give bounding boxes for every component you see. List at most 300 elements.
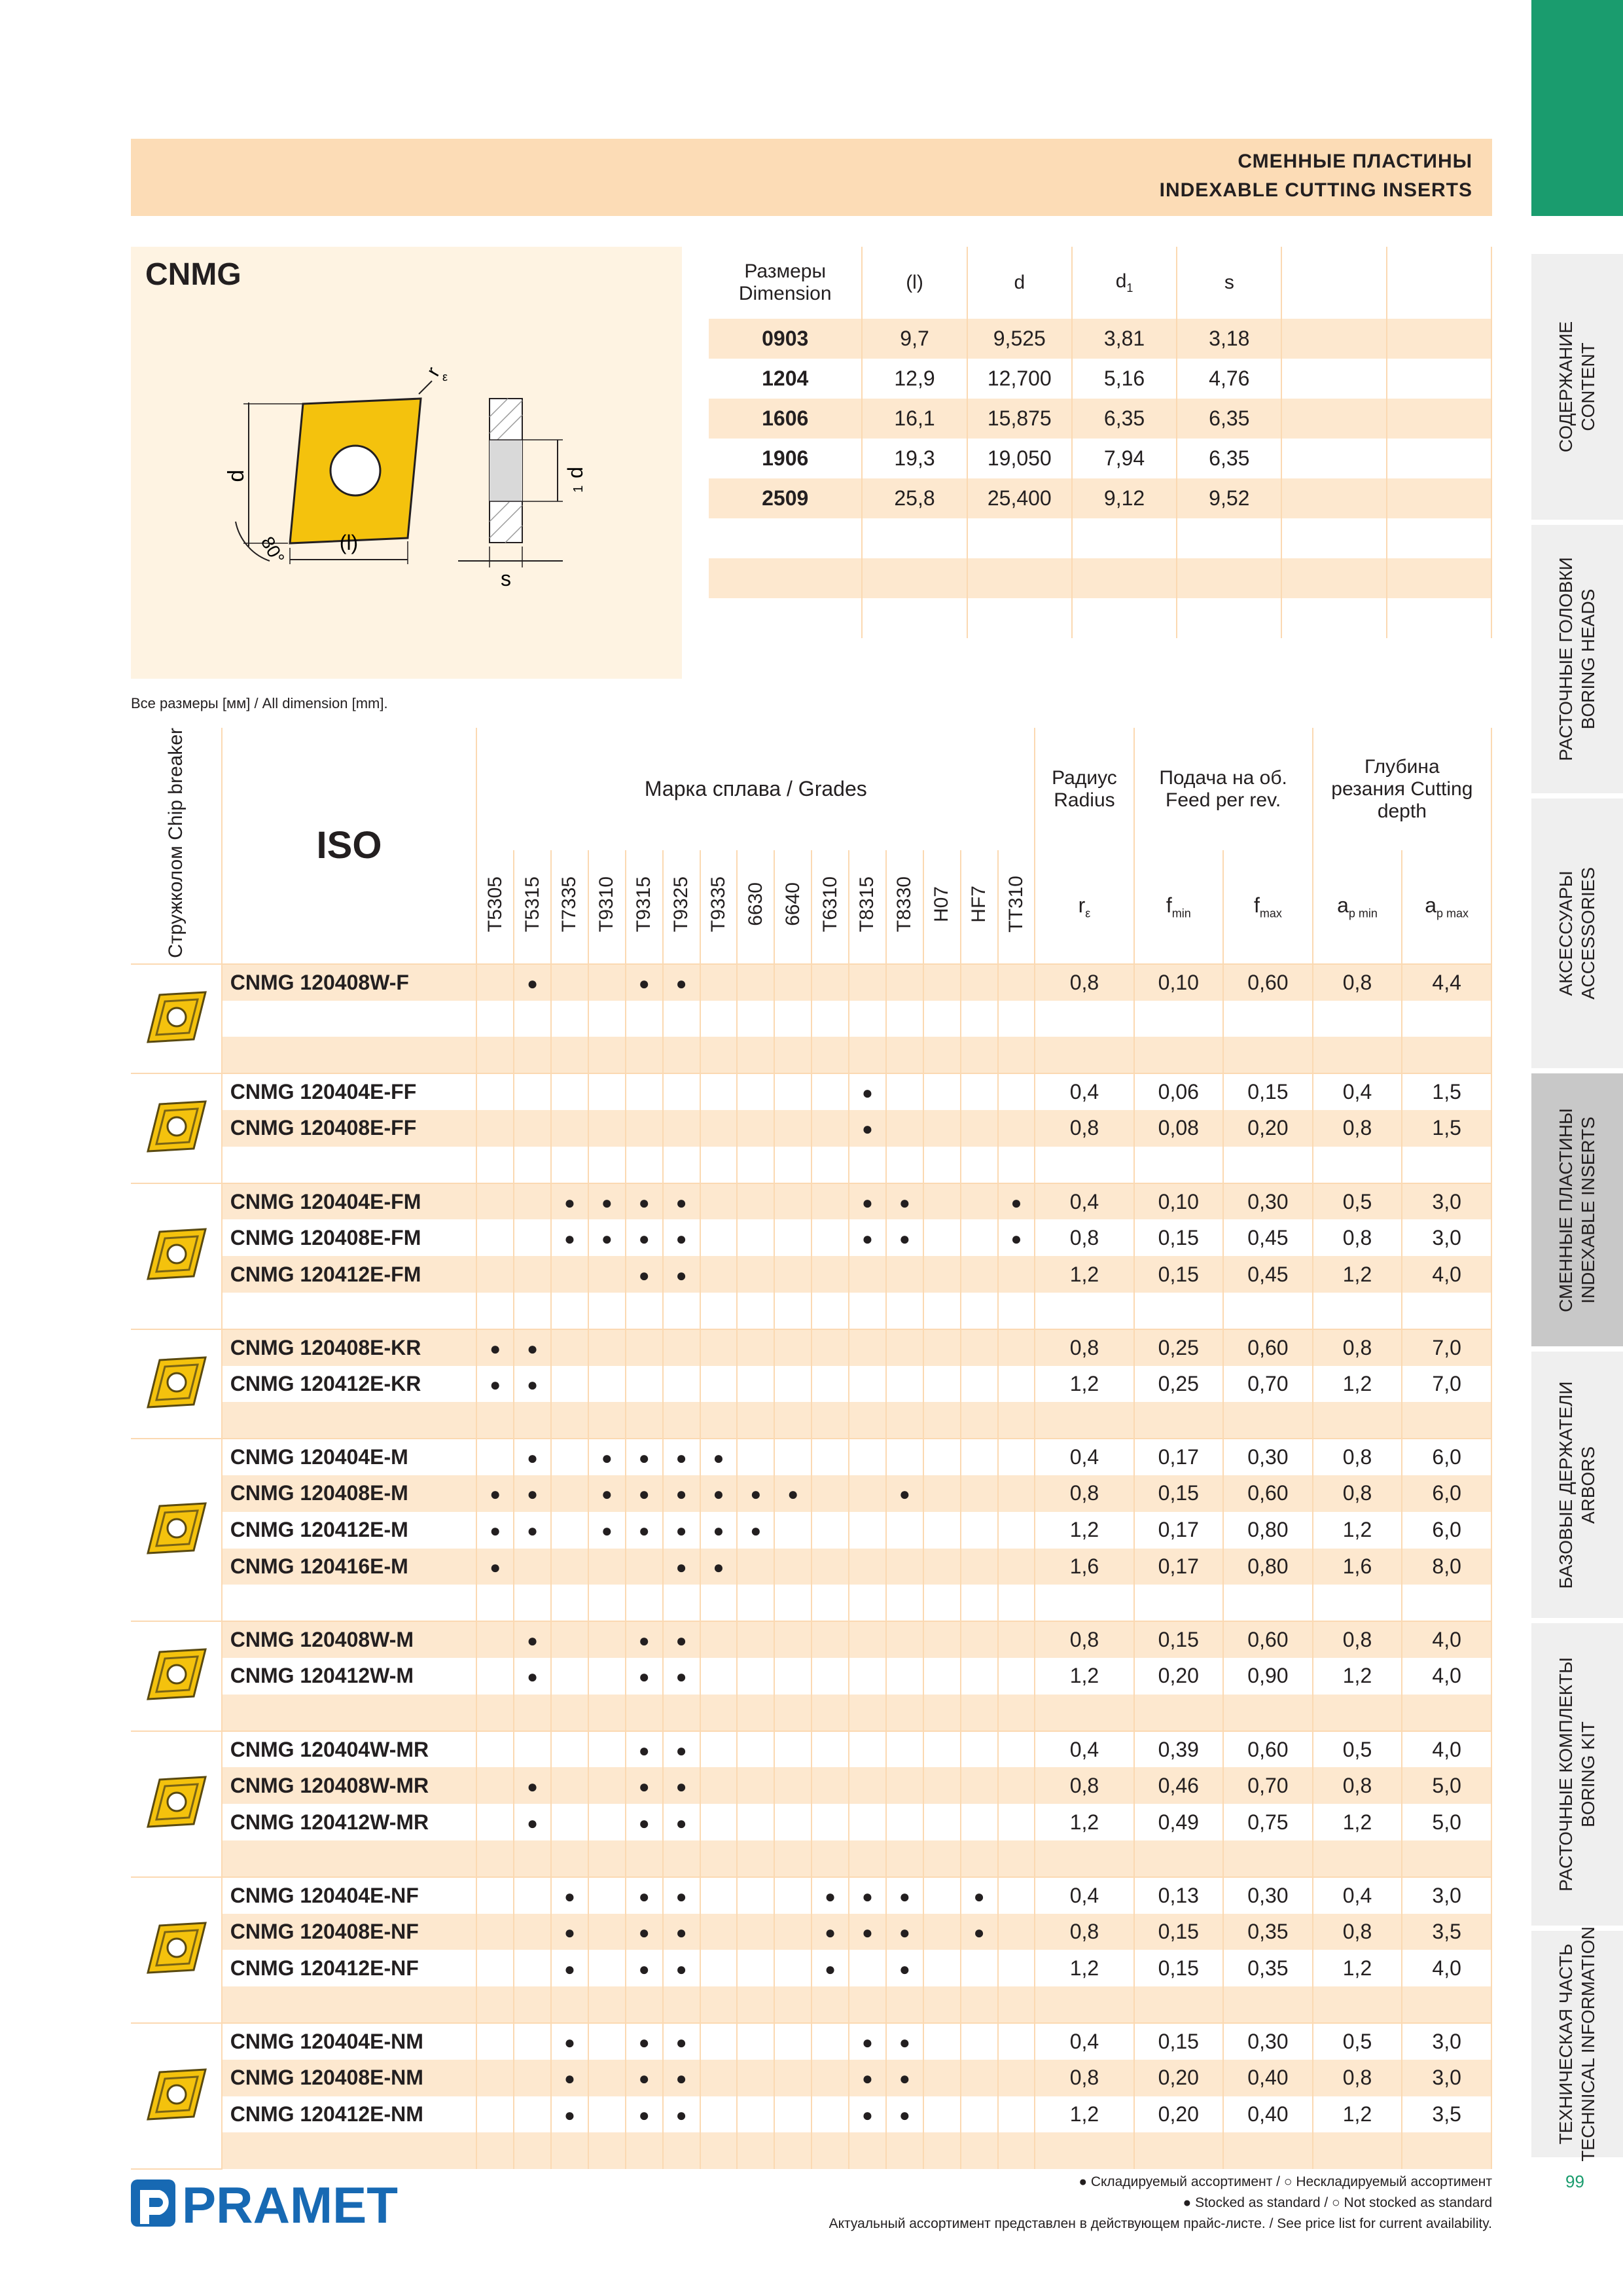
grade-cell — [700, 1439, 738, 1475]
param-cell: 0,20 — [1134, 2060, 1224, 2096]
grade-cell — [737, 1329, 774, 1366]
insert-photo — [131, 1439, 222, 1621]
insert-code[interactable] — [222, 1001, 477, 1037]
grade-cell — [998, 964, 1035, 1001]
insert-code[interactable]: CNMG 120404E-NM — [222, 2023, 477, 2060]
sidebar-tab-boring-kit[interactable] — [1531, 1623, 1623, 1928]
grade-cell — [700, 1402, 738, 1439]
grade-cell — [812, 1439, 849, 1475]
sidebar-tab-content[interactable] — [1531, 254, 1623, 522]
sidebar-tab-technical-information[interactable] — [1531, 1926, 1623, 2162]
grade-label: T5305 — [484, 876, 506, 933]
insert-photo — [131, 1073, 222, 1183]
param-cell — [1223, 1840, 1313, 1877]
grade-cell — [476, 1950, 514, 1986]
grade-cell — [923, 1293, 961, 1329]
grade-cell — [588, 1658, 626, 1695]
grade-cell — [737, 1037, 774, 1073]
grade-cell — [663, 1950, 700, 1986]
stock-dot: ● — [1010, 1192, 1022, 1213]
param-cell: 4,0 — [1402, 1950, 1491, 1986]
param-cell: 0,8 — [1313, 964, 1402, 1001]
stock-dot: ● — [899, 1922, 910, 1943]
dim-cell: 6,35 — [1177, 439, 1281, 478]
param-cell: 6,0 — [1402, 1512, 1491, 1549]
param-cell: 0,15 — [1134, 1914, 1224, 1950]
grade-cell — [551, 1731, 588, 1768]
grade-cell — [774, 1037, 812, 1073]
insert-code[interactable]: CNMG 120408E-NF — [222, 1914, 477, 1950]
grade-cell — [700, 1293, 738, 1329]
dim-cell — [1281, 359, 1386, 399]
stock-dot: ● — [563, 1228, 575, 1249]
param-cell — [1402, 2132, 1491, 2169]
stock-dot: ● — [675, 1922, 687, 1943]
insert-code[interactable]: CNMG 120412E-KR — [222, 1366, 477, 1403]
grade-cell — [737, 1549, 774, 1585]
grade-cell — [476, 1621, 514, 1658]
grade-cell — [476, 1037, 514, 1073]
insert-code[interactable]: CNMG 120408E-FM — [222, 1219, 477, 1256]
insert-code[interactable] — [222, 1293, 477, 1329]
grade-cell — [551, 2060, 588, 2096]
grade-cell — [700, 1183, 738, 1220]
grade-cell — [998, 1950, 1035, 1986]
grade-cell — [588, 1256, 626, 1293]
grade-cell — [849, 1439, 886, 1475]
grade-cell — [923, 1219, 961, 1256]
insert-code[interactable] — [222, 1695, 477, 1731]
grade-cell — [849, 964, 886, 1001]
param-cell: 0,8 — [1035, 1767, 1133, 1804]
grade-cell — [551, 1037, 588, 1073]
grade-cell — [663, 1804, 700, 1840]
insert-code[interactable]: CNMG 120412E-NF — [222, 1950, 477, 1986]
grade-cell — [998, 1366, 1035, 1403]
grade-cell — [886, 1439, 923, 1475]
label-s: s — [501, 567, 511, 590]
grade-cell — [923, 1147, 961, 1183]
grade-cell — [626, 2096, 663, 2133]
grade-cell — [998, 1658, 1035, 1695]
param-cell — [1402, 1147, 1491, 1183]
grade-cell — [812, 1512, 849, 1549]
param-cell — [1134, 1037, 1224, 1073]
stock-dot: ● — [899, 2032, 910, 2053]
stock-dot: ● — [490, 1338, 501, 1359]
param-cell: 3,0 — [1402, 2023, 1491, 2060]
param-cell: 0,4 — [1035, 1439, 1133, 1475]
dim-row — [709, 439, 1491, 478]
grade-cell — [998, 1001, 1035, 1037]
grade-cell — [476, 2060, 514, 2096]
insert-code[interactable]: CNMG 120404E-NF — [222, 1877, 477, 1914]
grade-cell — [737, 1110, 774, 1147]
grade-cell — [923, 1329, 961, 1366]
param-cell — [1035, 1986, 1133, 2023]
grade-cell — [886, 1183, 923, 1220]
grade-cell — [551, 1402, 588, 1439]
insert-photo — [131, 1877, 222, 2023]
grade-cell — [998, 2132, 1035, 2169]
main-header-row-1 — [131, 728, 1491, 850]
dim-cell: 1606 — [709, 399, 862, 439]
grade-cell — [961, 964, 998, 1001]
param-cell: 0,8 — [1313, 2060, 1402, 2096]
param-cell: 0,17 — [1134, 1512, 1224, 1549]
insert-code[interactable]: CNMG 120412E-M — [222, 1512, 477, 1549]
feed-header: Подача на об. Feed per rev. — [1134, 728, 1313, 850]
param-cell: 0,20 — [1134, 1658, 1224, 1695]
grade-cell — [961, 2060, 998, 2096]
grade-cell — [849, 1366, 886, 1403]
grade-cell — [476, 1439, 514, 1475]
dim-cell — [1281, 439, 1386, 478]
grade-cell — [700, 964, 738, 1001]
param-cell: 0,46 — [1134, 1767, 1224, 1804]
grade-cell — [923, 1073, 961, 1110]
grade-cell — [774, 1402, 812, 1439]
grade-cell — [700, 1512, 738, 1549]
table-row — [131, 1183, 1491, 1220]
dim-cell — [1177, 558, 1281, 598]
grade-cell — [849, 1877, 886, 1914]
grade-cell — [551, 1950, 588, 1986]
param-cell: 0,15 — [1134, 1256, 1224, 1293]
param-symbol: r — [1078, 893, 1086, 917]
grade-cell — [737, 1183, 774, 1220]
stock-dot: ● — [899, 2104, 910, 2125]
grade-cell — [812, 1219, 849, 1256]
stock-dot: ● — [861, 1886, 873, 1907]
grade-cell — [961, 1731, 998, 1768]
grade-cell — [774, 1950, 812, 1986]
grade-cell — [923, 1475, 961, 1512]
dim-cell — [1387, 598, 1491, 638]
param-symbol: f — [1166, 893, 1172, 917]
insert-photo — [131, 964, 222, 1073]
param-cell — [1223, 1001, 1313, 1037]
stock-dot: ● — [675, 1630, 687, 1651]
param-cell: 0,45 — [1223, 1219, 1313, 1256]
grade-cell — [476, 1366, 514, 1403]
insert-code[interactable] — [222, 1840, 477, 1877]
dim-row — [709, 478, 1491, 518]
sidebar-tab-en: INDEXABLE INSERTS — [1578, 1116, 1598, 1304]
grade-cell — [998, 1183, 1035, 1220]
param-cell — [1402, 1585, 1491, 1621]
grade-cell — [961, 1767, 998, 1804]
grade-cell — [700, 1914, 738, 1950]
sidebar-tab-arbors[interactable] — [1531, 1352, 1623, 1621]
dim-cell: 6,35 — [1072, 399, 1177, 439]
stock-dot: ● — [638, 2068, 650, 2089]
grade-cell — [774, 1512, 812, 1549]
grade-cell — [998, 1293, 1035, 1329]
param-cell — [1402, 1695, 1491, 1731]
grade-cell — [588, 1366, 626, 1403]
grade-cell — [812, 2023, 849, 2060]
insert-code[interactable]: CNMG 120404E-FM — [222, 1183, 477, 1220]
grade-cell — [514, 1767, 551, 1804]
dim-cell: 0903 — [709, 319, 862, 359]
stock-dot: ● — [563, 2104, 575, 2125]
dim-cell — [1177, 518, 1281, 558]
param-header-re — [1035, 850, 1133, 964]
param-cell — [1035, 1293, 1133, 1329]
sidebar-tab-accessories[interactable] — [1531, 798, 1623, 1071]
grade-cell — [812, 1914, 849, 1950]
grade-cell — [998, 1804, 1035, 1840]
stock-dot: ● — [601, 1448, 613, 1469]
grade-cell — [923, 1256, 961, 1293]
param-cell: 1,2 — [1035, 2096, 1133, 2133]
grade-cell — [514, 2060, 551, 2096]
grade-cell — [886, 1840, 923, 1877]
grade-cell — [700, 1986, 738, 2023]
insert-code[interactable]: CNMG 120408W-MR — [222, 1767, 477, 1804]
stock-dot: ● — [638, 1922, 650, 1943]
grade-cell — [737, 2096, 774, 2133]
param-cell — [1402, 1986, 1491, 2023]
grade-cell — [626, 1475, 663, 1512]
grade-cell — [737, 1585, 774, 1621]
grade-cell — [663, 1147, 700, 1183]
stock-dot: ● — [675, 1666, 687, 1687]
insert-code[interactable] — [222, 1986, 477, 2023]
grade-cell — [551, 1585, 588, 1621]
grade-cell — [514, 1549, 551, 1585]
insert-code[interactable]: CNMG 120408E-FF — [222, 1110, 477, 1147]
grade-cell — [700, 1731, 738, 1768]
grade-cell — [923, 1001, 961, 1037]
insert-code[interactable]: CNMG 120416E-M — [222, 1549, 477, 1585]
stock-dot: ● — [490, 1557, 501, 1578]
grade-cell — [812, 1840, 849, 1877]
grade-cell — [551, 1621, 588, 1658]
grade-cell — [961, 1475, 998, 1512]
grade-label: T9335 — [707, 876, 729, 933]
grade-cell — [700, 1475, 738, 1512]
grade-cell — [514, 1147, 551, 1183]
param-cell — [1035, 1695, 1133, 1731]
dim-cell: 6,35 — [1177, 399, 1281, 439]
grade-cell — [774, 1549, 812, 1585]
insert-code[interactable]: CNMG 120404W-MR — [222, 1731, 477, 1768]
grade-cell — [886, 1293, 923, 1329]
sidebar-tab-label — [1555, 1108, 1599, 1312]
param-cell: 1,2 — [1313, 1950, 1402, 1986]
grade-cell — [961, 2023, 998, 2060]
grade-cell — [774, 1475, 812, 1512]
grade-cell — [774, 1731, 812, 1768]
insert-code[interactable] — [222, 2132, 477, 2169]
grade-cell — [961, 1512, 998, 1549]
grade-cell — [551, 1110, 588, 1147]
param-cell: 0,80 — [1223, 1512, 1313, 1549]
insert-code[interactable]: CNMG 120404E-M — [222, 1439, 477, 1475]
stock-dot: ● — [563, 1192, 575, 1213]
grade-cell — [514, 1585, 551, 1621]
insert-code[interactable]: CNMG 120408E-KR — [222, 1329, 477, 1366]
stock-dot: ● — [899, 1228, 910, 1249]
grade-cell — [626, 1402, 663, 1439]
insert-photo — [131, 1329, 222, 1439]
insert-code[interactable]: CNMG 120412E-NM — [222, 2096, 477, 2133]
stock-dot: ● — [861, 1192, 873, 1213]
dim-cell: 12,700 — [967, 359, 1072, 399]
grade-cell — [514, 1073, 551, 1110]
param-cell — [1035, 1001, 1133, 1037]
stock-dot: ● — [787, 1484, 799, 1505]
dim-cell — [1387, 319, 1491, 359]
logo-text: PRAMET — [182, 2178, 398, 2228]
param-cell — [1223, 2132, 1313, 2169]
dim-header-text: s — [1224, 272, 1234, 293]
param-cell: 0,4 — [1313, 1073, 1402, 1110]
grade-cell — [812, 2060, 849, 2096]
param-cell: 3,0 — [1402, 2060, 1491, 2096]
stock-dot: ● — [899, 1958, 910, 1979]
insert-code[interactable]: CNMG 120412E-FM — [222, 1256, 477, 1293]
param-cell: 0,06 — [1134, 1073, 1224, 1110]
param-cell: 0,39 — [1134, 1731, 1224, 1768]
grade-cell — [700, 1329, 738, 1366]
grade-cell — [551, 1658, 588, 1695]
insert-code[interactable]: CNMG 120404E-FF — [222, 1073, 477, 1110]
insert-code[interactable]: CNMG 120412W-MR — [222, 1804, 477, 1840]
grade-cell — [849, 1986, 886, 2023]
insert-code[interactable]: CNMG 120408E-NM — [222, 2060, 477, 2096]
table-row-empty — [131, 1037, 1491, 1073]
grade-cell — [663, 2023, 700, 2060]
dim-cell: 9,12 — [1072, 478, 1177, 518]
grade-cell — [588, 1439, 626, 1475]
iso-header: ISO — [222, 728, 477, 964]
grade-cell — [812, 2096, 849, 2133]
grade-cell — [961, 2096, 998, 2133]
grade-cell — [923, 2096, 961, 2133]
grade-cell — [812, 1804, 849, 1840]
param-cell: 0,8 — [1035, 2060, 1133, 2096]
grade-cell — [514, 1658, 551, 1695]
param-cell: 1,2 — [1313, 1366, 1402, 1403]
param-cell: 1,2 — [1313, 1804, 1402, 1840]
dim-cell: 3,81 — [1072, 319, 1177, 359]
sidebar-tab-boring-heads[interactable] — [1531, 525, 1623, 796]
insert-code[interactable]: CNMG 120408W-F — [222, 964, 477, 1001]
grade-cell — [626, 1183, 663, 1220]
sidebar-tab-en: BORING HEADS — [1578, 588, 1598, 730]
param-cell — [1402, 1293, 1491, 1329]
grade-label: HF7 — [968, 886, 990, 923]
param-cell: 0,70 — [1223, 1767, 1313, 1804]
grade-cell — [923, 1950, 961, 1986]
grade-cell — [663, 1475, 700, 1512]
stock-dot: ● — [527, 1520, 539, 1541]
stock-dot: ● — [675, 1192, 687, 1213]
grade-cell — [812, 1986, 849, 2023]
insert-code[interactable] — [222, 1037, 477, 1073]
grade-cell — [700, 1695, 738, 1731]
stock-dot: ● — [638, 1520, 650, 1541]
grade-cell — [886, 1658, 923, 1695]
param-cell: 0,15 — [1223, 1073, 1313, 1110]
dim-header-sub: 1 — [1126, 281, 1133, 295]
grade-cell — [700, 1804, 738, 1840]
grade-cell — [551, 1986, 588, 2023]
stock-dot: ● — [675, 1958, 687, 1979]
table-row — [131, 1767, 1491, 1804]
sidebar-tab-indexable-inserts[interactable] — [1531, 1073, 1623, 1349]
grade-cell — [812, 1475, 849, 1512]
sidebar-top-block — [1531, 0, 1623, 216]
stock-dot: ● — [861, 2068, 873, 2089]
grade-cell — [626, 1658, 663, 1695]
dim-header-text: d — [1014, 272, 1026, 293]
grade-cell — [998, 1621, 1035, 1658]
insert-code[interactable]: CNMG 120408E-M — [222, 1475, 477, 1512]
dim-cell — [1281, 598, 1386, 638]
grade-cell — [551, 1512, 588, 1549]
param-cell: 0,5 — [1313, 1731, 1402, 1768]
grade-cell — [476, 1219, 514, 1256]
grade-cell — [812, 1147, 849, 1183]
grade-cell — [476, 1110, 514, 1147]
param-cell — [1223, 1293, 1313, 1329]
dim-header-3 — [1072, 247, 1177, 319]
grade-cell — [514, 1621, 551, 1658]
grade-cell — [849, 1767, 886, 1804]
grade-cell — [812, 1110, 849, 1147]
param-cell — [1223, 1147, 1313, 1183]
param-symbol: f — [1253, 893, 1260, 917]
grade-cell — [626, 2023, 663, 2060]
grade-cell — [476, 1147, 514, 1183]
insert-code[interactable] — [222, 1147, 477, 1183]
stock-dot: ● — [675, 1812, 687, 1833]
grade-cell — [588, 1512, 626, 1549]
grade-cell — [812, 1950, 849, 1986]
grade-cell — [737, 1073, 774, 1110]
grade-cell — [737, 1219, 774, 1256]
grade-cell — [737, 1621, 774, 1658]
dimension-table — [709, 247, 1492, 638]
param-cell: 4,0 — [1402, 1658, 1491, 1695]
param-cell — [1223, 1986, 1313, 2023]
param-subscript: min — [1171, 906, 1191, 920]
insert-code[interactable]: CNMG 120412W-M — [222, 1658, 477, 1695]
grade-cell — [886, 1402, 923, 1439]
sidebar-tab-label — [1555, 1926, 1599, 2161]
stock-dot: ● — [899, 1484, 910, 1505]
insert-code[interactable] — [222, 1585, 477, 1621]
grade-cell — [700, 2096, 738, 2133]
grade-cell — [514, 1110, 551, 1147]
grade-cell — [476, 1329, 514, 1366]
param-cell: 1,2 — [1313, 2096, 1402, 2133]
grade-cell — [812, 1366, 849, 1403]
grade-label: T8330 — [893, 876, 916, 933]
param-cell: 0,15 — [1134, 1219, 1224, 1256]
grade-cell — [849, 2023, 886, 2060]
param-cell — [1134, 1402, 1224, 1439]
grade-cell — [588, 2060, 626, 2096]
grade-header — [774, 850, 812, 964]
stock-dot: ● — [563, 1886, 575, 1907]
insert-code[interactable]: CNMG 120408W-M — [222, 1621, 477, 1658]
insert-code[interactable] — [222, 1402, 477, 1439]
